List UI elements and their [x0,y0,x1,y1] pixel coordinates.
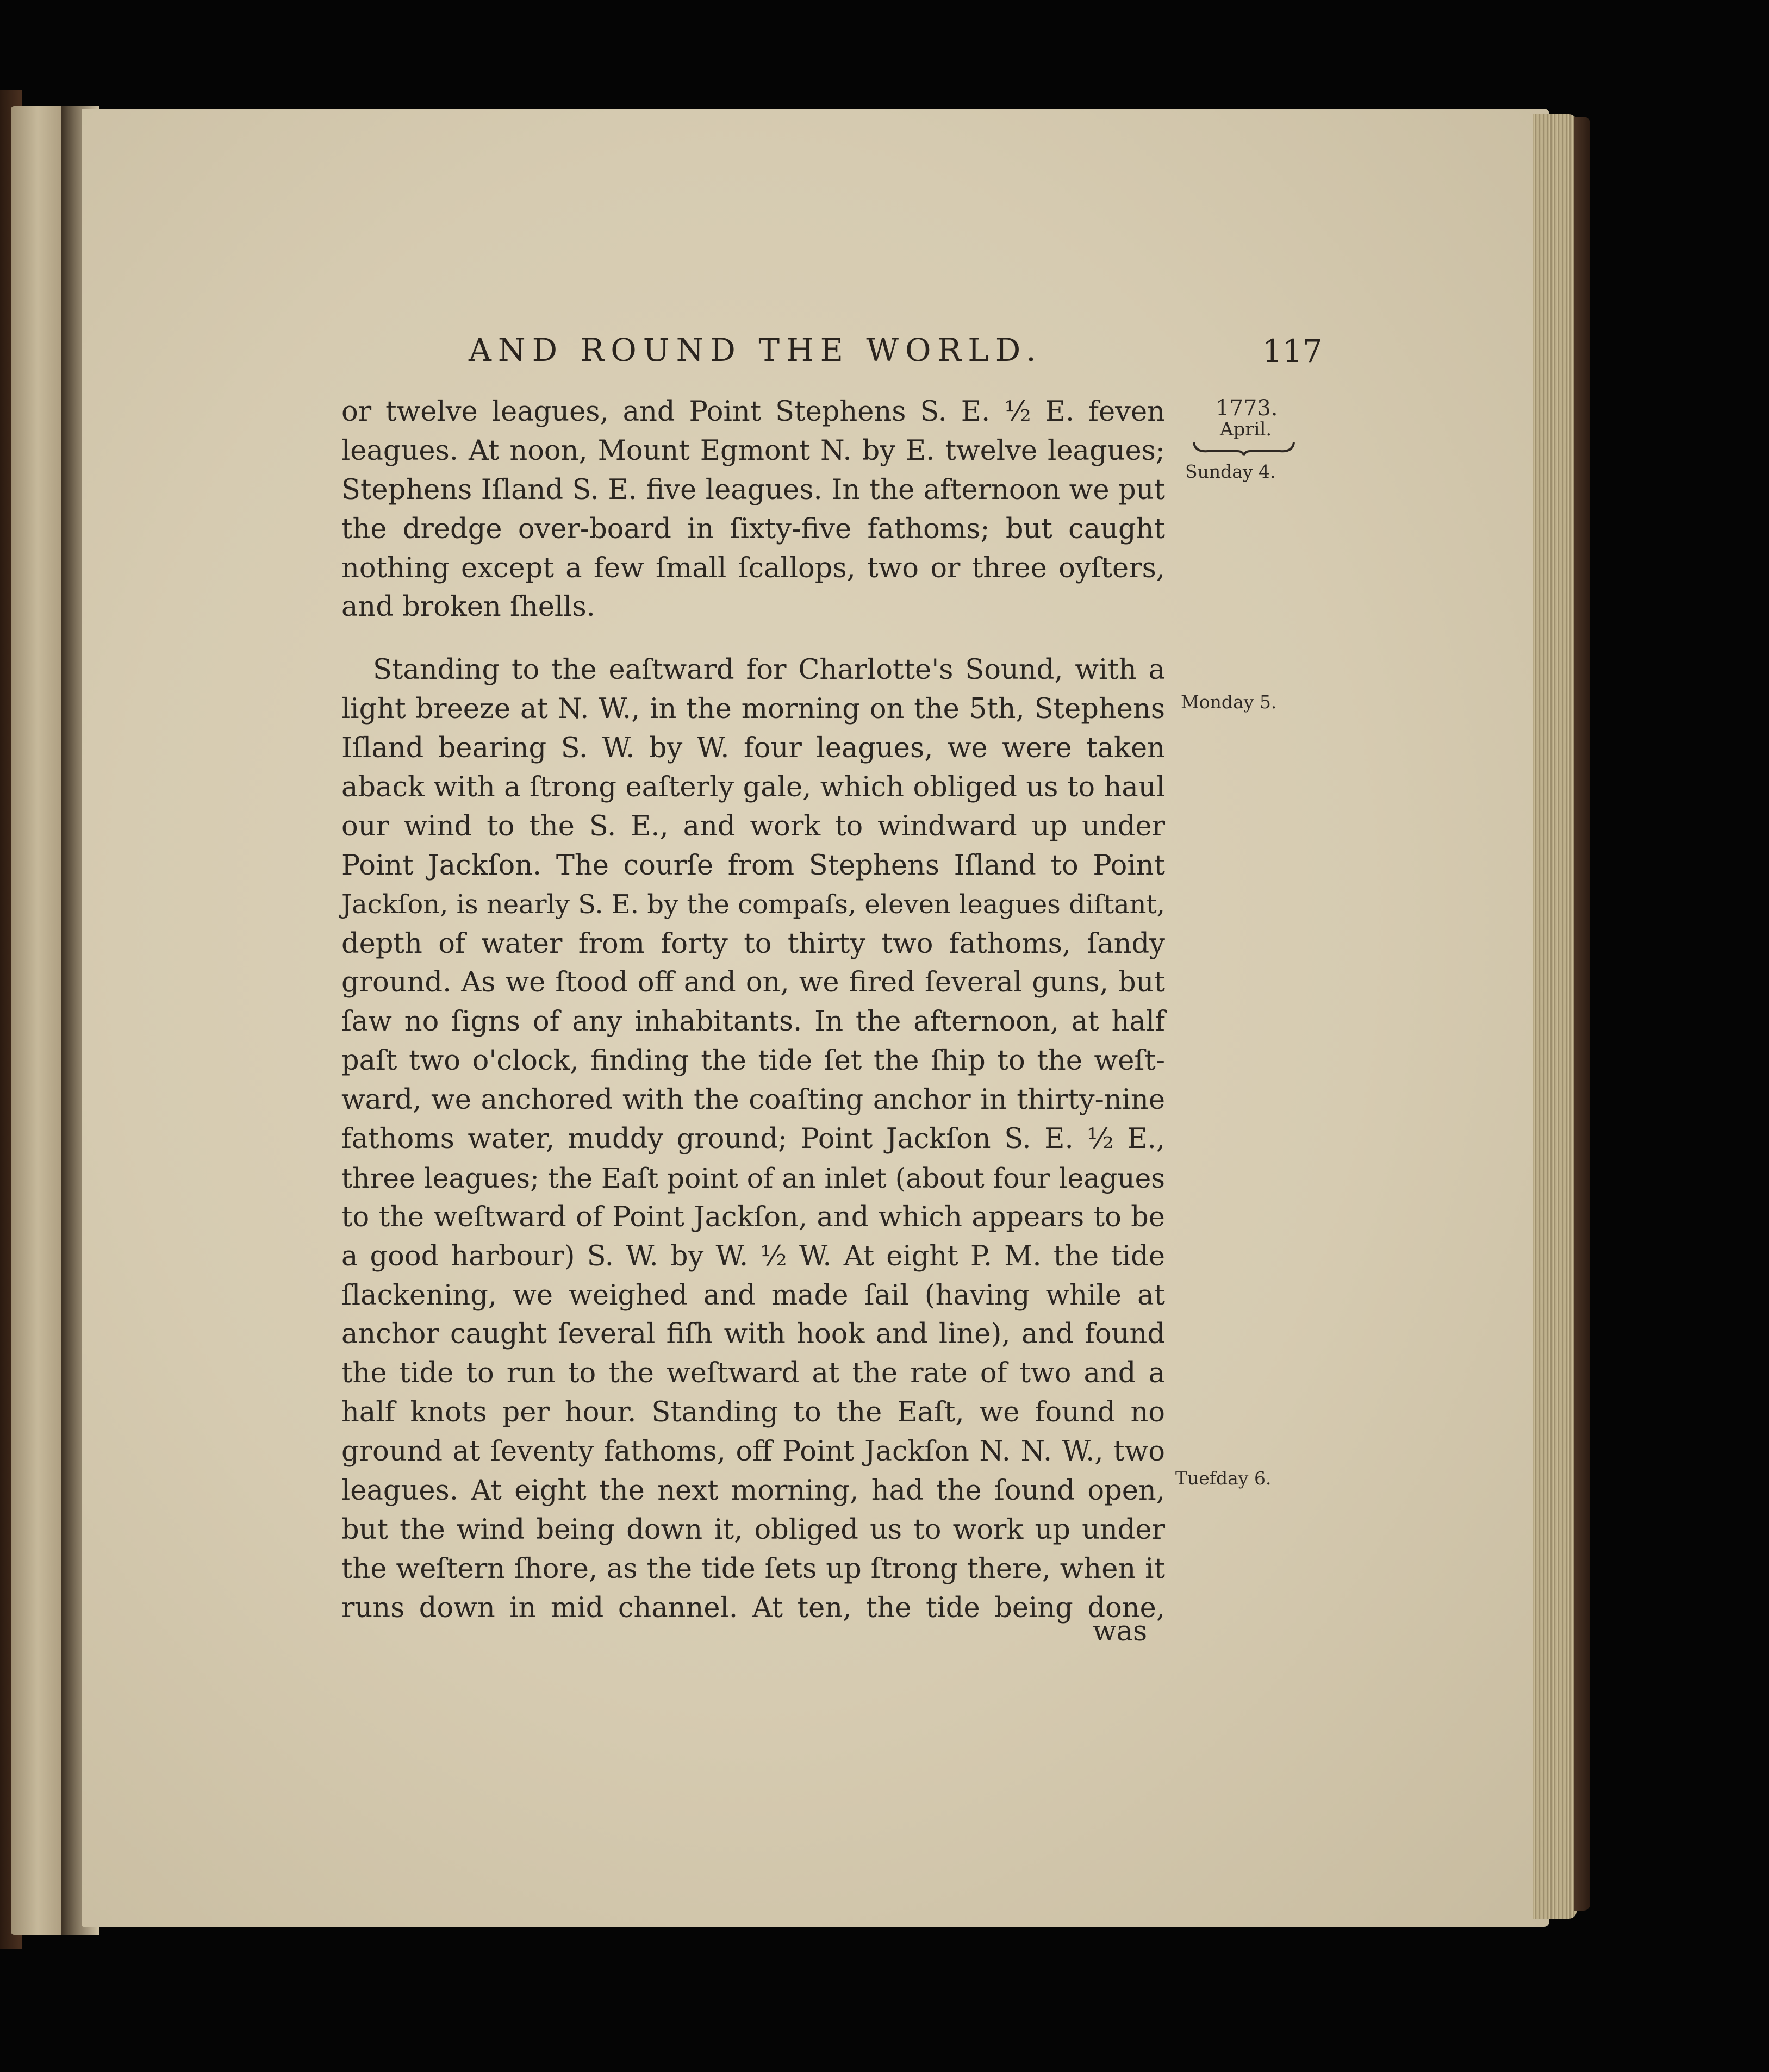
text-line: leagues. At eight the next morning, had the ſound open, [341,1475,1165,1507]
text-line: runs down in mid channel. At ten, the tide being done, [341,1592,1165,1624]
text-line: fathoms water, muddy ground; Point Jackſon S. E. ½ E., [341,1123,1165,1156]
text-line: to the weſtward of Point Jackſon, and which appears to be [341,1201,1165,1233]
catchword: was [1093,1615,1148,1647]
text-line: ward, we anchored with the coaſting anchor in thirty-nine [341,1084,1165,1116]
text-line: but the wind being down it, obliged us to work up under [341,1513,1165,1546]
page-number: 117 [1262,333,1323,370]
text-line: Standing to the eaſtward for Charlotte's Sound, with a [373,654,1165,686]
margin-note-year: 1773. [1216,396,1278,421]
margin-note-sunday: Sunday 4. [1185,461,1276,482]
paragraph-gap [341,627,1165,651]
text-line: a good harbour) S. W. by W. ½ W. At eight P. M. the tide [341,1240,1165,1272]
text-line: or twelve leagues, and Point Stephens S. E. ½ E. feven [341,396,1165,428]
text-line: paſt two o'clock, finding the tide ſet the ſhip to the weſt- [341,1045,1165,1077]
running-head: AND ROUND THE WORLD. [469,332,1043,369]
text-line: and broken ſhells. [341,591,595,623]
margin-brace-icon [1192,440,1296,457]
text-line: nothing except a few ſmall ſcallops, two or three oyſters, [341,552,1165,584]
text-line: the weſtern ſhore, as the tide ſets up ſtrong there, when it [341,1552,1165,1585]
text-line: Iſland bearing S. W. by W. four leagues, we were taken [341,732,1165,765]
paragraph-1 [341,392,1165,627]
text-line: aback with a ſtrong eaſterly gale, which obliged us to haul [341,771,1165,804]
text-line: the tide to run to the weſtward at the rate of two and a [341,1357,1165,1390]
text-line: ground at ſeventy fathoms, off Point Jackſon N. N. W., two [341,1436,1165,1468]
margin-note-month: April. [1220,419,1272,440]
text-line: our wind to the S. E., and work to windward up under [341,810,1165,842]
margin-note-tuesday: Tuefday 6. [1175,1468,1272,1489]
text-line: three leagues; the Eaſt point of an inlet (about four leagues [341,1162,1165,1194]
text-line: Point Jackſon. The courſe from Stephens Iſland to Point [341,849,1165,882]
text-line: Jackſon, is nearly S. E. by the compaſs, eleven leagues diſtant, [341,889,1165,920]
text-line: ſlackening, we weighed and made ſail (having while at [341,1279,1165,1312]
text-line: light breeze at N. W., in the morning on the 5th, Stephens [341,693,1165,726]
text-line: the dredge over-board in ſixty-five fathoms; but caught [341,513,1165,545]
text-line: ſaw no ſigns of any inhabitants. In the afternoon, at half [341,1006,1165,1038]
text-line: leagues. At noon, Mount Egmont N. by E. twelve leagues; [341,434,1165,467]
body-text [341,392,1165,1628]
text-line: ground. As we ſtood off and on, we fired ſeveral guns, but [341,966,1165,999]
margin-note-monday: Monday 5. [1181,691,1277,713]
paragraph-2 [341,651,1165,1627]
text-line: Stephens Iſland S. E. five leagues. In the afternoon we put [341,473,1165,506]
text-line: depth of water from forty to thirty two fathoms, ſandy [341,927,1165,960]
text-line: half knots per hour. Standing to the Eaſt, we found no [341,1396,1165,1429]
text-line: anchor caught ſeveral fiſh with hook and line), and found [341,1318,1165,1351]
